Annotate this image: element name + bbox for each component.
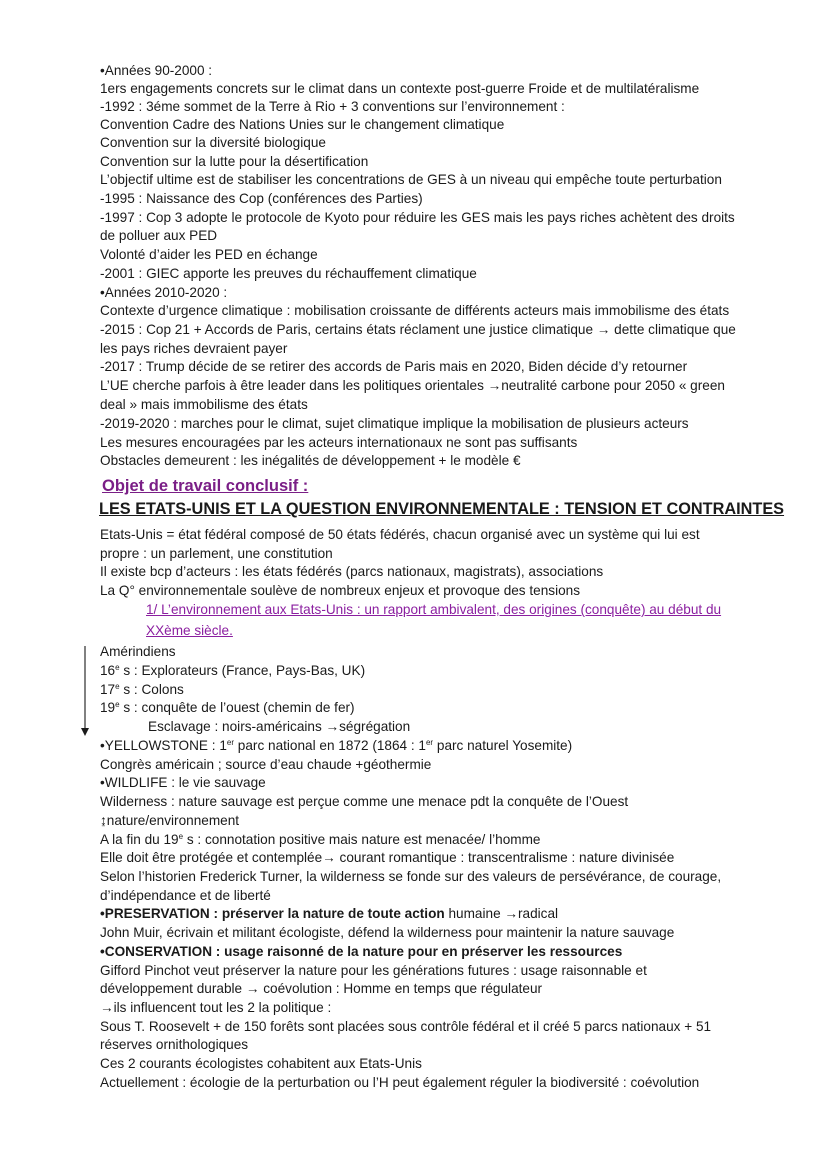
text-line: -2017 : Trump décide de se retirer des accords de Paris mais en 2020, Biden décide d’y retourner (100, 359, 688, 374)
text-line: Il existe bcp d’acteurs : les états fédérés (parcs nationaux, magistrats), associations (100, 564, 604, 579)
text-line: •Années 2010-2020 : (100, 285, 228, 300)
text-line: Volonté d’aider les PED en échange (100, 247, 318, 262)
text-line: Les mesures encouragées par les acteurs internationaux ne sont pas suffisants (100, 435, 578, 450)
section-heading: 1/ L’environnement aux Etats-Unis : un rapport ambivalent, des origines (conquête) au début du (146, 602, 722, 617)
section-heading: XXème siècle. (146, 623, 233, 638)
text-line: -2015 : Cop 21 + Accords de Paris, certains états réclament une justice climatique → dette climatique que (100, 322, 736, 337)
text-line: •Années 90-2000 : (100, 63, 213, 78)
text-line: les pays riches devraient payer (100, 341, 288, 356)
text-line: Convention sur la lutte pour la désertification (100, 154, 369, 169)
text-line: Contexte d’urgence climatique : mobilisation croissante de différents acteurs mais immobilisme des états (100, 303, 730, 318)
text-line: Sous T. Roosevelt + de 150 forêts sont placées sous contrôle fédéral et il créé 5 parcs nationaux + 51 (100, 1019, 712, 1034)
text-line: -1995 : Naissance des Cop (conférences des Parties) (100, 191, 423, 206)
text-line: L’objectif ultime est de stabiliser les concentrations de GES à un niveau qui empêche toute perturbation (100, 172, 722, 187)
text-line: Ces 2 courants écologistes cohabitent aux Etats-Unis (100, 1056, 422, 1071)
timeline-item: Esclavage : noirs-américains →ségrégation (148, 719, 411, 734)
text-line: La Q° environnementale soulève de nombreux enjeux et provoque des tensions (100, 583, 581, 598)
text-line: Congrès américain ; source d’eau chaude +géothermie (100, 757, 432, 772)
text-line: réserves ornithologiques (100, 1037, 249, 1052)
timeline-item: 16e s : Explorateurs (France, Pays-Bas, UK) (100, 663, 366, 678)
text-line: •CONSERVATION : usage raisonné de la nature pour en préserver les ressources (100, 944, 623, 959)
text-line: Convention sur la diversité biologique (100, 135, 326, 150)
text-line: Actuellement : écologie de la perturbation ou l’H peut également réguler la biodiversité : coévolution (100, 1075, 700, 1090)
text-line: d’indépendance et de liberté (100, 888, 271, 903)
text-line: →ils influencent tout les 2 la politique : (100, 1000, 332, 1015)
text-line: •PRESERVATION : préserver la nature de toute action humaine →radical (100, 906, 559, 921)
text-line: Wilderness : nature sauvage est perçue comme une menace pdt la conquête de l’Ouest (100, 794, 629, 809)
text-line: -1992 : 3éme sommet de la Terre à Rio + 3 conventions sur l’environnement : (100, 99, 565, 114)
timeline-item: 17e s : Colons (100, 682, 184, 697)
text-line: de polluer aux PED (100, 228, 218, 243)
text-line: deal » mais immobilisme des états (100, 397, 308, 412)
text-line: Elle doit être protégée et contemplée→ courant romantique : transcentralisme : nature divinisée (100, 850, 675, 865)
timeline-item: Amérindiens (100, 644, 176, 659)
text-line: Convention Cadre des Nations Unies sur le changement climatique (100, 117, 505, 132)
timeline-item: 19e s : conquête de l’ouest (chemin de fer) (100, 700, 355, 715)
text-line: Obstacles demeurent : les inégalités de développement + le modèle € (100, 453, 521, 468)
text-line: •YELLOWSTONE : 1er parc national en 1872 (1864 : 1er parc naturel Yosemite) (100, 738, 573, 753)
text-line: propre : un parlement, une constitution (100, 546, 333, 561)
text-line: Gifford Pinchot veut préserver la nature pour les générations futures : usage raisonnable et (100, 963, 647, 978)
text-line: Etats-Unis = état fédéral composé de 50 états fédérés, chacun organisé avec un système qui lui est (100, 527, 700, 542)
text-line: ↨nature/environnement (100, 813, 240, 828)
text-line: -2001 : GIEC apporte les preuves du réchauffement climatique (100, 266, 477, 281)
text-line: Selon l’historien Frederick Turner, la wilderness se fonde sur des valeurs de persévérance, de courage, (100, 869, 722, 884)
main-title: LES ETATS-UNIS ET LA QUESTION ENVIRONNEMENTALE : TENSION ET CONTRAINTES (99, 500, 785, 518)
text-line: A la fin du 19e s : connotation positive mais nature est menacée/ l’homme (100, 832, 541, 847)
text-line: •WILDLIFE : le vie sauvage (100, 775, 266, 790)
text-line: développement durable → coévolution : Homme en temps que régulateur (100, 981, 543, 996)
objet-title: Objet de travail conclusif : (102, 477, 309, 495)
text-line: -2019-2020 : marches pour le climat, sujet climatique implique la mobilisation de plusieurs acteurs (100, 416, 689, 431)
text-line: 1ers engagements concrets sur le climat dans un contexte post-guerre Froide et de multilatéralisme (100, 81, 700, 96)
timeline-arrow-icon (80, 646, 92, 738)
text-line: -1997 : Cop 3 adopte le protocole de Kyoto pour réduire les GES mais les pays riches achètent des droits (100, 210, 735, 225)
text-line: L’UE cherche parfois à être leader dans les politiques orientales →neutralité carbone pour 2050 « green (100, 378, 725, 393)
text-line: John Muir, écrivain et militant écologiste, défend la wilderness pour maintenir la nature sauvage (100, 925, 675, 940)
